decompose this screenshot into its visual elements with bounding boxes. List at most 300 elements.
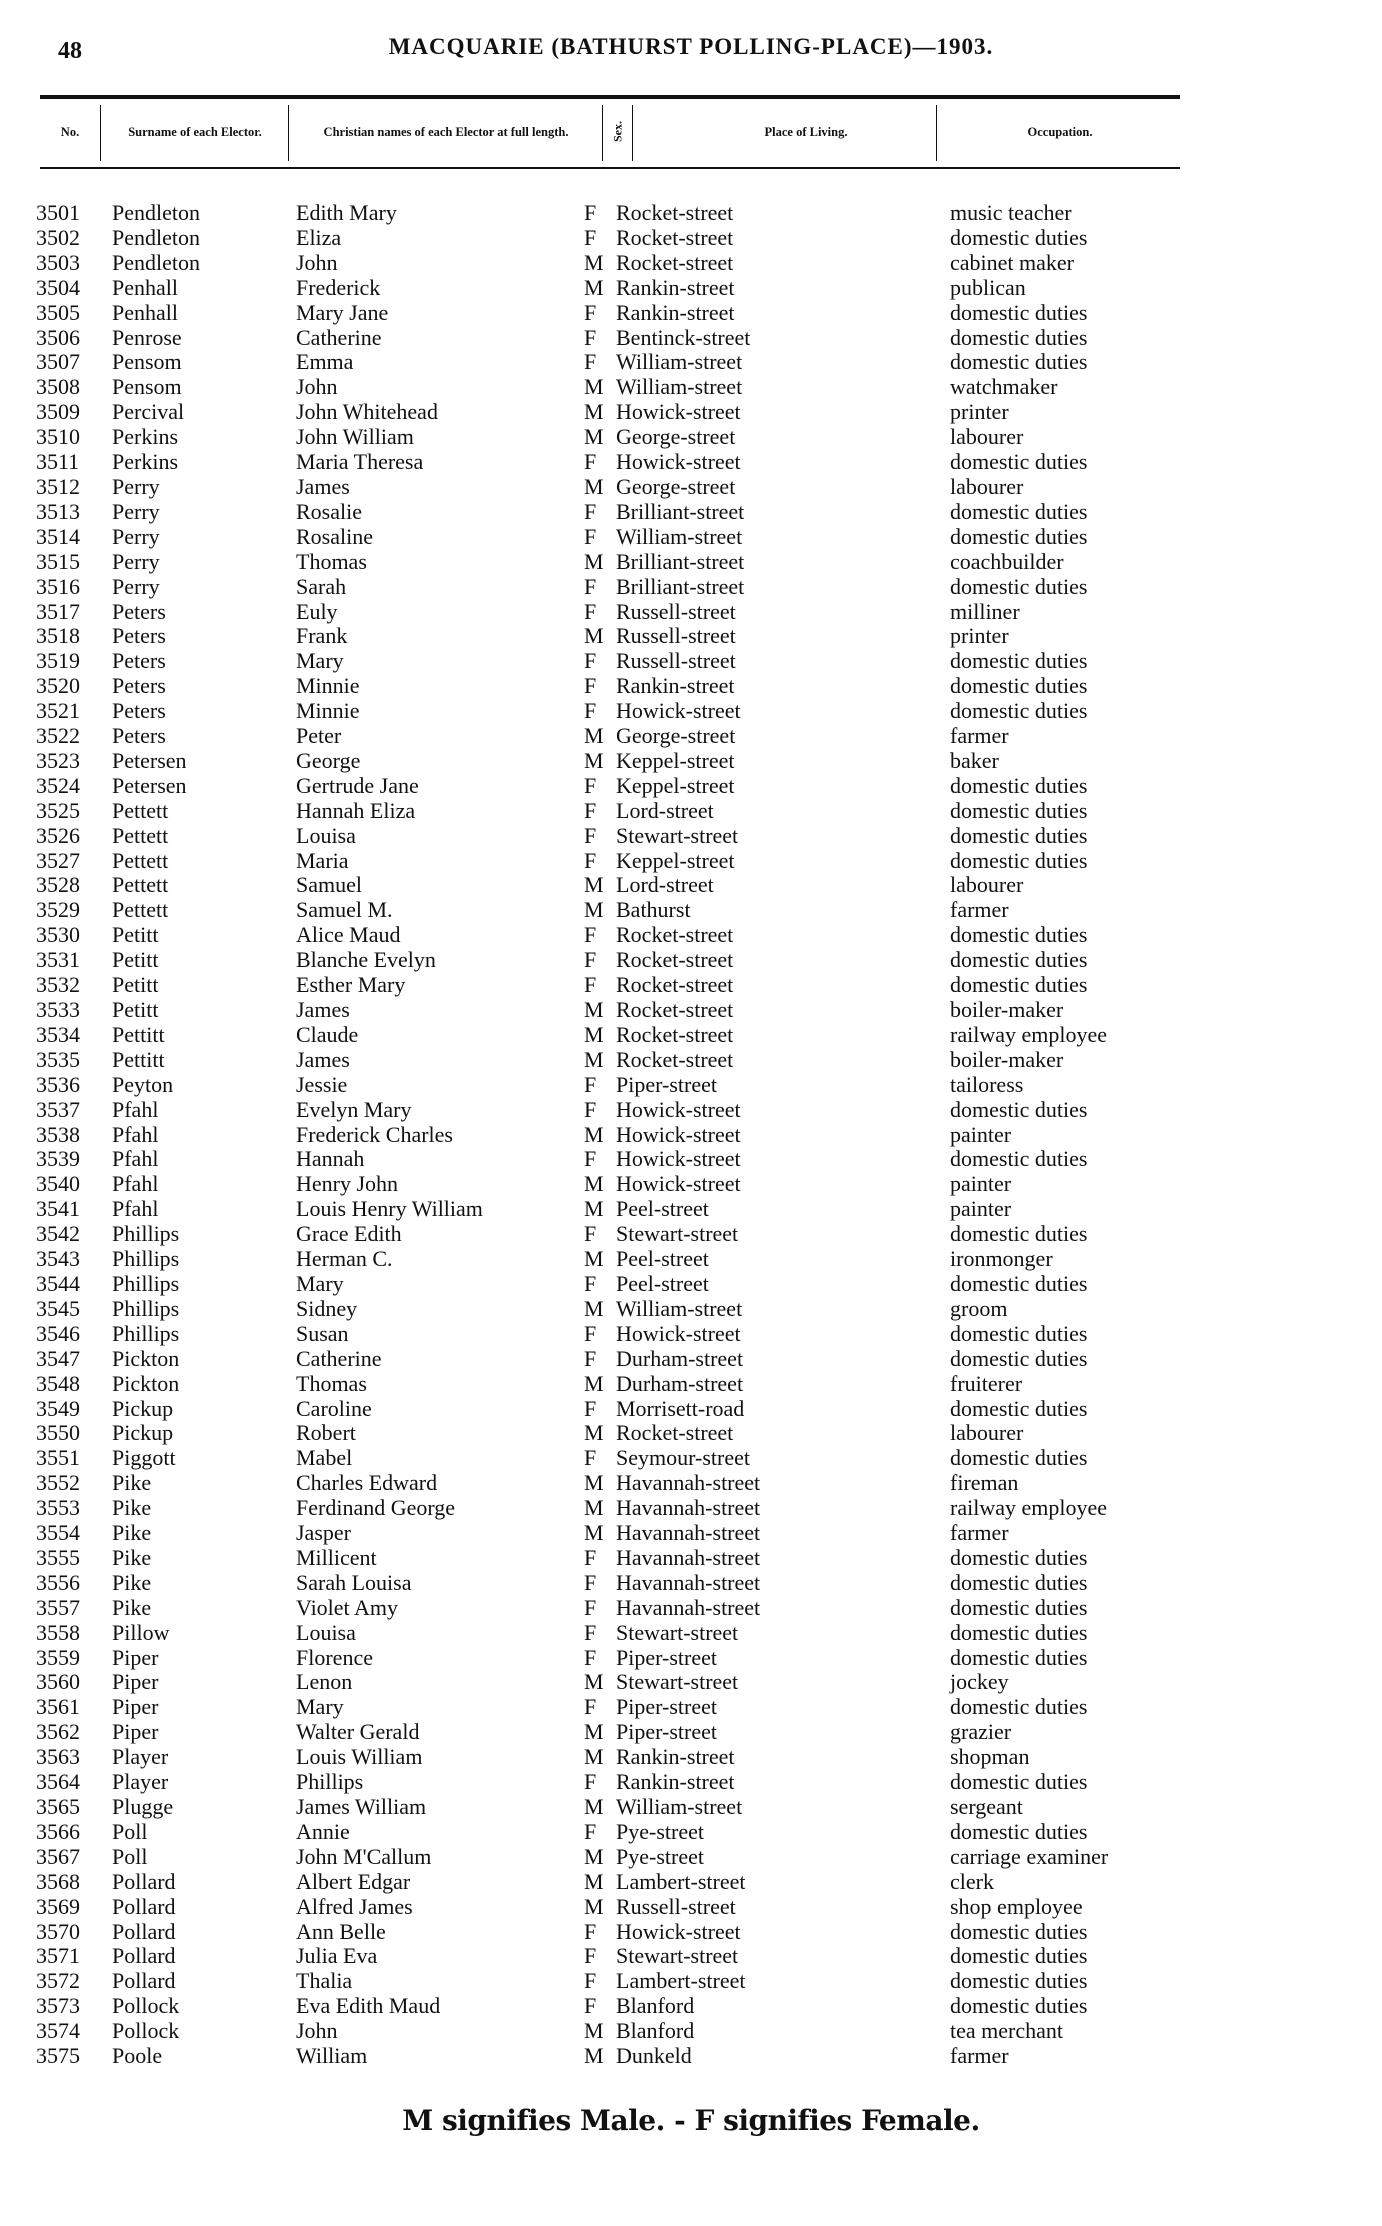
elector-occupation: printer <box>950 623 1009 649</box>
elector-christian-names: Thalia <box>296 1968 353 1994</box>
elector-sex: M <box>584 872 604 898</box>
table-row <box>0 848 1382 873</box>
elector-number: 3537 <box>36 1096 80 1122</box>
elector-christian-names: Mary <box>296 1270 344 1296</box>
elector-number: 3547 <box>36 1345 80 1371</box>
elector-number: 3558 <box>36 1619 80 1645</box>
elector-place-of-living: Rankin-street <box>616 1744 735 1770</box>
table-row <box>0 1321 1382 1346</box>
elector-place-of-living: Durham-street <box>616 1370 744 1396</box>
table-row <box>0 1520 1382 1545</box>
elector-occupation: railway employee <box>950 1021 1107 1047</box>
header-occupation: Occupation. <box>1027 124 1093 139</box>
elector-occupation: domestic duties <box>950 1345 1088 1371</box>
elector-surname: Plugge <box>112 1794 174 1819</box>
elector-sex: F <box>584 1594 597 1620</box>
elector-occupation: domestic duties <box>950 1594 1088 1620</box>
elector-surname: Pickup <box>112 1420 174 1446</box>
elector-number: 3559 <box>36 1644 80 1670</box>
elector-sex: M <box>584 997 604 1022</box>
elector-number: 3534 <box>36 1021 80 1047</box>
elector-sex: M <box>584 747 604 773</box>
elector-surname: Pettett <box>112 872 169 898</box>
table-row <box>0 1196 1382 1221</box>
elector-occupation: clerk <box>950 1868 994 1894</box>
elector-sex: F <box>584 1943 597 1969</box>
elector-surname: Player <box>112 1744 169 1770</box>
elector-place-of-living: Rocket-street <box>616 997 734 1022</box>
elector-surname: Pfahl <box>112 1146 159 1172</box>
elector-christian-names: Frank <box>296 623 348 649</box>
elector-occupation: domestic duties <box>950 922 1088 948</box>
table-row <box>0 872 1382 897</box>
elector-place-of-living: Morrisett-road <box>616 1395 745 1421</box>
table-row <box>0 1371 1382 1396</box>
table-row <box>0 300 1382 325</box>
elector-occupation: domestic duties <box>950 947 1088 973</box>
elector-occupation: farmer <box>950 1520 1009 1546</box>
elector-number: 3527 <box>36 847 80 873</box>
elector-number: 3531 <box>36 947 80 973</box>
column-divider <box>100 105 101 161</box>
elector-surname: Pickup <box>112 1395 174 1421</box>
page-number: 48 <box>58 38 82 64</box>
elector-number: 3553 <box>36 1495 80 1521</box>
elector-sex: F <box>584 523 597 549</box>
elector-sex: M <box>584 399 604 425</box>
elector-place-of-living: Howick-street <box>616 399 741 425</box>
elector-occupation: farmer <box>950 723 1009 749</box>
elector-place-of-living: Pye-street <box>616 1843 704 1869</box>
elector-sex: F <box>584 947 597 973</box>
table-row <box>0 798 1382 823</box>
elector-number: 3515 <box>36 548 80 574</box>
elector-number: 3508 <box>36 374 80 400</box>
elector-place-of-living: Havannah-street <box>616 1594 761 1620</box>
elector-number: 3567 <box>36 1843 80 1869</box>
elector-place-of-living: Peel-street <box>616 1196 709 1222</box>
elector-number: 3566 <box>36 1818 80 1844</box>
table-row <box>0 325 1382 350</box>
elector-occupation: domestic duties <box>950 324 1088 350</box>
elector-sex: F <box>584 1968 597 1994</box>
elector-place-of-living: Lord-street <box>616 872 714 898</box>
elector-occupation: painter <box>950 1121 1012 1147</box>
elector-sex: F <box>584 972 597 998</box>
elector-occupation: domestic duties <box>950 1544 1088 1570</box>
elector-occupation: domestic duties <box>950 1993 1088 2019</box>
elector-christian-names: Robert <box>296 1420 356 1446</box>
elector-number: 3522 <box>36 723 80 749</box>
elector-occupation: shopman <box>950 1744 1030 1770</box>
elector-number: 3504 <box>36 274 80 300</box>
elector-number: 3535 <box>36 1046 80 1072</box>
elector-place-of-living: Stewart-street <box>616 1669 739 1695</box>
elector-surname: Petersen <box>112 747 187 773</box>
elector-sex: F <box>584 299 597 325</box>
elector-christian-names: Maria <box>296 847 349 873</box>
elector-surname: Pendleton <box>112 249 200 275</box>
elector-christian-names: Mary Jane <box>296 299 389 325</box>
table-row <box>0 723 1382 748</box>
table-row <box>0 1769 1382 1794</box>
elector-sex: M <box>584 2043 604 2069</box>
sex-legend-footer: M signifies Male. - F signifies Female. <box>402 2104 980 2137</box>
header-christian-names: Christian names of each Elector at full length. <box>323 124 569 139</box>
elector-place-of-living: Rocket-street <box>616 224 734 250</box>
elector-number: 3562 <box>36 1719 80 1745</box>
elector-christian-names: Mabel <box>296 1445 353 1471</box>
elector-surname: Pollard <box>112 1943 176 1969</box>
table-row <box>0 1645 1382 1670</box>
elector-sex: F <box>584 349 597 375</box>
elector-number: 3549 <box>36 1395 80 1421</box>
elector-occupation: domestic duties <box>950 523 1088 549</box>
elector-christian-names: Thomas <box>296 1370 367 1396</box>
elector-sex: M <box>584 1843 604 1869</box>
table-row <box>0 225 1382 250</box>
table-row <box>0 1296 1382 1321</box>
elector-christian-names: Ferdinand George <box>296 1495 456 1521</box>
elector-place-of-living: Russell-street <box>616 648 736 674</box>
elector-place-of-living: Russell-street <box>616 623 736 649</box>
elector-christian-names: Hannah <box>296 1146 365 1172</box>
elector-number: 3544 <box>36 1270 80 1296</box>
elector-surname: Pettett <box>112 797 169 823</box>
elector-place-of-living: Piper-street <box>616 1644 717 1670</box>
elector-number: 3552 <box>36 1470 80 1496</box>
table-row <box>0 1271 1382 1296</box>
elector-number: 3564 <box>36 1769 80 1795</box>
elector-surname: Petitt <box>112 972 159 998</box>
elector-sex: M <box>584 897 604 923</box>
table-row <box>0 947 1382 972</box>
elector-number: 3524 <box>36 772 80 798</box>
elector-christian-names: Claude <box>296 1021 359 1047</box>
elector-sex: M <box>584 2018 604 2044</box>
elector-number: 3574 <box>36 2018 80 2044</box>
elector-sex: M <box>584 1893 604 1919</box>
elector-place-of-living: Havannah-street <box>616 1520 761 1546</box>
elector-christian-names: Louisa <box>296 822 356 848</box>
elector-occupation: domestic duties <box>950 1644 1088 1670</box>
elector-sex: M <box>584 548 604 574</box>
elector-christian-names: Herman C. <box>296 1246 393 1272</box>
elector-occupation: domestic duties <box>950 498 1088 524</box>
elector-surname: Pollard <box>112 1868 176 1894</box>
elector-number: 3575 <box>36 2043 80 2069</box>
electors-table-body <box>0 200 1382 2068</box>
elector-occupation: tea merchant <box>950 2018 1063 2044</box>
elector-number: 3570 <box>36 1918 80 1944</box>
elector-surname: Pike <box>112 1594 152 1620</box>
elector-christian-names: Catherine <box>296 1345 382 1371</box>
elector-number: 3546 <box>36 1320 80 1346</box>
elector-occupation: domestic duties <box>950 1818 1088 1844</box>
elector-christian-names: Rosaline <box>296 523 373 549</box>
elector-place-of-living: Havannah-street <box>616 1495 761 1521</box>
elector-number: 3539 <box>36 1146 80 1172</box>
elector-occupation: groom <box>950 1295 1008 1321</box>
elector-christian-names: Ann Belle <box>296 1918 386 1944</box>
elector-number: 3526 <box>36 822 80 848</box>
elector-number: 3563 <box>36 1744 80 1770</box>
elector-occupation: tailoress <box>950 1071 1024 1097</box>
elector-number: 3542 <box>36 1221 80 1247</box>
elector-place-of-living: Bentinck-street <box>616 324 751 350</box>
elector-number: 3502 <box>36 224 80 250</box>
elector-place-of-living: George-street <box>616 473 736 499</box>
elector-surname: Piper <box>112 1644 159 1670</box>
elector-sex: F <box>584 1619 597 1645</box>
elector-number: 3519 <box>36 648 80 674</box>
elector-christian-names: Thomas <box>296 548 367 574</box>
elector-christian-names: John <box>296 249 338 275</box>
elector-christian-names: Louisa <box>296 1619 356 1645</box>
table-row <box>0 823 1382 848</box>
elector-place-of-living: Piper-street <box>616 1719 717 1745</box>
elector-sex: M <box>584 424 604 450</box>
elector-place-of-living: Rankin-street <box>616 299 735 325</box>
elector-place-of-living: Blanford <box>616 2018 695 2044</box>
elector-christian-names: Sarah Louisa <box>296 1569 412 1595</box>
elector-place-of-living: Rocket-street <box>616 200 734 225</box>
elector-occupation: boiler-maker <box>950 997 1064 1022</box>
elector-christian-names: Louis Henry William <box>296 1196 483 1222</box>
elector-christian-names: James William <box>296 1794 427 1819</box>
elector-place-of-living: Peel-street <box>616 1270 709 1296</box>
elector-sex: F <box>584 1345 597 1371</box>
elector-number: 3540 <box>36 1171 80 1197</box>
table-row <box>0 698 1382 723</box>
elector-surname: Pike <box>112 1544 152 1570</box>
elector-occupation: domestic duties <box>950 1445 1088 1471</box>
elector-place-of-living: George-street <box>616 723 736 749</box>
elector-occupation: domestic duties <box>950 1694 1088 1720</box>
elector-christian-names: Jasper <box>296 1520 351 1546</box>
elector-number: 3550 <box>36 1420 80 1446</box>
elector-surname: Pettitt <box>112 1021 165 1047</box>
elector-occupation: printer <box>950 399 1009 425</box>
table-row <box>0 1719 1382 1744</box>
elector-place-of-living: Keppel-street <box>616 772 735 798</box>
table-row <box>0 2018 1382 2043</box>
elector-christian-names: Blanche Evelyn <box>296 947 436 973</box>
elector-occupation: domestic duties <box>950 1769 1088 1795</box>
elector-sex: M <box>584 1246 604 1272</box>
elector-number: 3521 <box>36 698 80 724</box>
elector-sex: F <box>584 224 597 250</box>
elector-christian-names: Millicent <box>296 1544 377 1570</box>
elector-sex: M <box>584 1295 604 1321</box>
elector-occupation: baker <box>950 747 999 773</box>
elector-number: 3543 <box>36 1246 80 1272</box>
elector-christian-names: Evelyn Mary <box>296 1096 412 1122</box>
elector-sex: M <box>584 374 604 400</box>
elector-occupation: domestic duties <box>950 822 1088 848</box>
table-row <box>0 1919 1382 1944</box>
elector-place-of-living: Dunkeld <box>616 2043 692 2069</box>
elector-surname: Perry <box>112 523 160 549</box>
table-row <box>0 1993 1382 2018</box>
elector-number: 3530 <box>36 922 80 948</box>
elector-sex: M <box>584 1420 604 1446</box>
elector-christian-names: James <box>296 1046 350 1072</box>
elector-occupation: labourer <box>950 473 1024 499</box>
elector-sex: M <box>584 1046 604 1072</box>
elector-surname: Percival <box>112 399 185 425</box>
elector-sex: F <box>584 822 597 848</box>
elector-surname: Pollock <box>112 1993 180 2019</box>
elector-surname: Poll <box>112 1843 148 1869</box>
elector-christian-names: Mary <box>296 1694 344 1720</box>
elector-occupation: railway employee <box>950 1495 1107 1521</box>
elector-sex: F <box>584 1146 597 1172</box>
elector-place-of-living: Rankin-street <box>616 1769 735 1795</box>
elector-place-of-living: Russell-street <box>616 598 736 624</box>
elector-number: 3572 <box>36 1968 80 1994</box>
elector-christian-names: Minnie <box>296 698 360 724</box>
elector-sex: F <box>584 1320 597 1346</box>
header-no: No. <box>60 124 80 139</box>
elector-christian-names: Emma <box>296 349 354 375</box>
elector-surname: Perry <box>112 498 160 524</box>
elector-occupation: domestic duties <box>950 1395 1088 1421</box>
table-row <box>0 748 1382 773</box>
elector-surname: Petersen <box>112 772 187 798</box>
header-surname: Surname of each Elector. <box>128 124 262 139</box>
elector-christian-names: Euly <box>296 598 338 624</box>
elector-occupation: domestic duties <box>950 1619 1088 1645</box>
elector-occupation: domestic duties <box>950 349 1088 375</box>
elector-surname: Pensom <box>112 374 182 400</box>
elector-number: 3554 <box>36 1520 80 1546</box>
elector-place-of-living: Lord-street <box>616 797 714 823</box>
elector-occupation: domestic duties <box>950 673 1088 699</box>
elector-place-of-living: Rocket-street <box>616 922 734 948</box>
elector-christian-names: Sidney <box>296 1295 358 1321</box>
elector-surname: Phillips <box>112 1246 180 1272</box>
elector-sex: F <box>584 498 597 524</box>
elector-occupation: farmer <box>950 897 1009 923</box>
elector-number: 3506 <box>36 324 80 350</box>
elector-number: 3529 <box>36 897 80 923</box>
elector-number: 3517 <box>36 598 80 624</box>
elector-surname: Pike <box>112 1520 152 1546</box>
elector-sex: F <box>584 449 597 475</box>
elector-occupation: milliner <box>950 598 1020 624</box>
elector-occupation: grazier <box>950 1719 1012 1745</box>
elector-place-of-living: Howick-street <box>616 1171 741 1197</box>
elector-occupation: domestic duties <box>950 1096 1088 1122</box>
elector-place-of-living: Blanford <box>616 1993 695 2019</box>
elector-occupation: domestic duties <box>950 1569 1088 1595</box>
elector-surname: Pollard <box>112 1918 176 1944</box>
elector-number: 3512 <box>36 473 80 499</box>
table-row <box>0 623 1382 648</box>
elector-surname: Peyton <box>112 1071 174 1097</box>
elector-sex: M <box>584 1021 604 1047</box>
elector-place-of-living: Rocket-street <box>616 1420 734 1446</box>
table-row <box>0 1545 1382 1570</box>
elector-sex: F <box>584 847 597 873</box>
elector-place-of-living: Keppel-street <box>616 847 735 873</box>
elector-place-of-living: Rankin-street <box>616 274 735 300</box>
elector-place-of-living: Rocket-street <box>616 249 734 275</box>
table-row <box>0 1744 1382 1769</box>
elector-surname: Pfahl <box>112 1196 159 1222</box>
elector-place-of-living: Russell-street <box>616 1893 736 1919</box>
elector-place-of-living: Bathurst <box>616 897 691 923</box>
elector-place-of-living: Lambert-street <box>616 1968 746 1994</box>
elector-occupation: domestic duties <box>950 772 1088 798</box>
elector-number: 3503 <box>36 249 80 275</box>
table-row <box>0 250 1382 275</box>
elector-christian-names: Phillips <box>296 1769 364 1795</box>
table-row <box>0 499 1382 524</box>
elector-occupation: domestic duties <box>950 224 1088 250</box>
elector-place-of-living: Havannah-street <box>616 1544 761 1570</box>
elector-occupation: coachbuilder <box>950 548 1064 574</box>
elector-surname: Penhall <box>112 299 178 325</box>
elector-surname: Phillips <box>112 1320 180 1346</box>
elector-christian-names: Frederick Charles <box>296 1121 453 1147</box>
table-row <box>0 1470 1382 1495</box>
table-row <box>0 1246 1382 1271</box>
elector-number: 3523 <box>36 747 80 773</box>
elector-sex: F <box>584 1071 597 1097</box>
elector-occupation: jockey <box>950 1669 1009 1695</box>
elector-place-of-living: Piper-street <box>616 1694 717 1720</box>
elector-place-of-living: Peel-street <box>616 1246 709 1272</box>
elector-christian-names: Gertrude Jane <box>296 772 419 798</box>
table-row <box>0 1943 1382 1968</box>
elector-number: 3569 <box>36 1893 80 1919</box>
elector-number: 3501 <box>36 200 80 225</box>
elector-place-of-living: Howick-street <box>616 449 741 475</box>
elector-occupation: domestic duties <box>950 972 1088 998</box>
elector-sex: M <box>584 1470 604 1496</box>
elector-surname: Petitt <box>112 947 159 973</box>
table-row <box>0 1047 1382 1072</box>
elector-sex: F <box>584 1544 597 1570</box>
elector-christian-names: Lenon <box>296 1669 353 1695</box>
table-row <box>0 648 1382 673</box>
elector-sex: M <box>584 1196 604 1222</box>
elector-place-of-living: William-street <box>616 374 743 400</box>
elector-surname: Pike <box>112 1495 152 1521</box>
elector-christian-names: Esther Mary <box>296 972 406 998</box>
table-row <box>0 997 1382 1022</box>
elector-number: 3510 <box>36 424 80 450</box>
elector-occupation: carriage examiner <box>950 1843 1109 1869</box>
elector-number: 3518 <box>36 623 80 649</box>
elector-occupation: domestic duties <box>950 1270 1088 1296</box>
elector-surname: Peters <box>112 673 166 699</box>
table-row <box>0 275 1382 300</box>
elector-surname: Penhall <box>112 274 178 300</box>
elector-surname: Piper <box>112 1719 159 1745</box>
elector-christian-names: Albert Edgar <box>296 1868 411 1894</box>
elector-surname: Peters <box>112 623 166 649</box>
table-row <box>0 922 1382 947</box>
elector-sex: F <box>584 1694 597 1720</box>
elector-place-of-living: Seymour-street <box>616 1445 750 1471</box>
elector-place-of-living: Howick-street <box>616 1918 741 1944</box>
elector-number: 3505 <box>36 299 80 325</box>
elector-christian-names: Alfred James <box>296 1893 413 1919</box>
elector-sex: F <box>584 698 597 724</box>
